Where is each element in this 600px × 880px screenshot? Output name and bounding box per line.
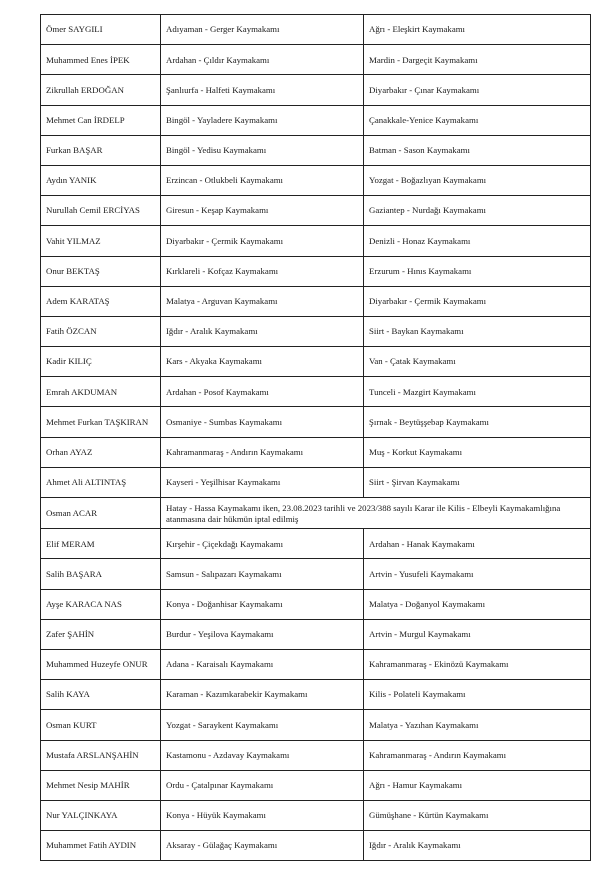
new-post: Şırnak - Beytüşşebap Kaymakamı — [364, 407, 591, 437]
new-post: Artvin - Yusufeli Kaymakamı — [364, 559, 591, 589]
current-post: Osmaniye - Sumbas Kaymakamı — [161, 407, 364, 437]
appointment-table — [40, 14, 591, 861]
official-name: Fatih ÖZCAN — [41, 316, 161, 346]
current-post: Yozgat - Saraykent Kaymakamı — [161, 710, 364, 740]
table-row — [41, 649, 591, 679]
official-name: Mehmet Can İRDELP — [41, 105, 161, 135]
appointment-table-body — [41, 15, 591, 861]
official-name: Ahmet Ali ALTINTAŞ — [41, 467, 161, 497]
official-name: Salih BAŞARA — [41, 559, 161, 589]
current-post: Konya - Doğanhisar Kaymakamı — [161, 589, 364, 619]
new-post: Gümüşhane - Kürtün Kaymakamı — [364, 800, 591, 830]
table-row — [41, 619, 591, 649]
new-post: Ağrı - Eleşkirt Kaymakamı — [364, 15, 591, 45]
current-post: Adana - Karaisalı Kaymakamı — [161, 649, 364, 679]
current-post: Kırşehir - Çiçekdağı Kaymakamı — [161, 529, 364, 559]
official-name: Orhan AYAZ — [41, 437, 161, 467]
current-post: Konya - Hüyük Kaymakamı — [161, 800, 364, 830]
new-post: Denizli - Honaz Kaymakamı — [364, 226, 591, 256]
current-post: Karaman - Kazımkarabekir Kaymakamı — [161, 680, 364, 710]
current-post: Giresun - Keşap Kaymakamı — [161, 196, 364, 226]
new-post: Yozgat - Boğazlıyan Kaymakamı — [364, 165, 591, 195]
official-name: Muhammed Enes İPEK — [41, 45, 161, 75]
table-row — [41, 256, 591, 286]
current-post: Bingöl - Yayladere Kaymakamı — [161, 105, 364, 135]
official-name: Elif MERAM — [41, 529, 161, 559]
new-post: Malatya - Yazıhan Kaymakamı — [364, 710, 591, 740]
current-post: Diyarbakır - Çermik Kaymakamı — [161, 226, 364, 256]
appointment-note: Hatay - Hassa Kaymakamı iken, 23.08.2023 tarihli ve 2023/388 sayılı Karar ile Kilis - Elbeyli Kaymakamlığına atanmasına dair hükmün iptal edilmiş — [161, 498, 591, 529]
table-row — [41, 226, 591, 256]
table-row — [41, 347, 591, 377]
table-row — [41, 165, 591, 195]
current-post: Ordu - Çatalpınar Kaymakamı — [161, 770, 364, 800]
table-row — [41, 498, 591, 529]
official-name: Muhammed Huzeyfe ONUR — [41, 649, 161, 679]
table-row — [41, 800, 591, 830]
current-post: Erzincan - Otlukbeli Kaymakamı — [161, 165, 364, 195]
official-name: Mehmet Nesip MAHİR — [41, 770, 161, 800]
current-post: Burdur - Yeşilova Kaymakamı — [161, 619, 364, 649]
current-post: Bingöl - Yedisu Kaymakamı — [161, 135, 364, 165]
table-row — [41, 437, 591, 467]
official-name: Salih KAYA — [41, 680, 161, 710]
current-post: Kastamonu - Azdavay Kaymakamı — [161, 740, 364, 770]
official-name: Mehmet Furkan TAŞKIRAN — [41, 407, 161, 437]
table-row — [41, 407, 591, 437]
new-post: Gaziantep - Nurdağı Kaymakamı — [364, 196, 591, 226]
new-post: Muş - Korkut Kaymakamı — [364, 437, 591, 467]
current-post: Kars - Akyaka Kaymakamı — [161, 347, 364, 377]
official-name: Ömer SAYGILI — [41, 15, 161, 45]
current-post: Ardahan - Çıldır Kaymakamı — [161, 45, 364, 75]
table-row — [41, 135, 591, 165]
current-post: Aksaray - Gülağaç Kaymakamı — [161, 831, 364, 861]
table-row — [41, 589, 591, 619]
new-post: Diyarbakır - Çınar Kaymakamı — [364, 75, 591, 105]
table-row — [41, 529, 591, 559]
official-name: Zafer ŞAHİN — [41, 619, 161, 649]
current-post: Kayseri - Yeşilhisar Kaymakamı — [161, 467, 364, 497]
official-name: Vahit YILMAZ — [41, 226, 161, 256]
new-post: Artvin - Murgul Kaymakamı — [364, 619, 591, 649]
official-name: Osman ACAR — [41, 498, 161, 529]
new-post: Siirt - Şirvan Kaymakamı — [364, 467, 591, 497]
new-post: Tunceli - Mazgirt Kaymakamı — [364, 377, 591, 407]
official-name: Nur YALÇINKAYA — [41, 800, 161, 830]
new-post: Kilis - Polateli Kaymakamı — [364, 680, 591, 710]
table-row — [41, 377, 591, 407]
new-post: Kahramanmaraş - Ekinözü Kaymakamı — [364, 649, 591, 679]
official-name: Aydın YANIK — [41, 165, 161, 195]
official-name: Emrah AKDUMAN — [41, 377, 161, 407]
table-row — [41, 467, 591, 497]
new-post: Çanakkale-Yenice Kaymakamı — [364, 105, 591, 135]
table-row — [41, 316, 591, 346]
table-row — [41, 831, 591, 861]
official-name: Osman KURT — [41, 710, 161, 740]
table-row — [41, 75, 591, 105]
current-post: Samsun - Salıpazarı Kaymakamı — [161, 559, 364, 589]
table-row — [41, 45, 591, 75]
new-post: Ardahan - Hanak Kaymakamı — [364, 529, 591, 559]
new-post: Van - Çatak Kaymakamı — [364, 347, 591, 377]
official-name: Ayşe KARACA NAS — [41, 589, 161, 619]
official-name: Nurullah Cemil ERCİYAS — [41, 196, 161, 226]
table-row — [41, 196, 591, 226]
current-post: Şanlıurfa - Halfeti Kaymakamı — [161, 75, 364, 105]
official-name: Kadir KILIÇ — [41, 347, 161, 377]
new-post: Batman - Sason Kaymakamı — [364, 135, 591, 165]
table-row — [41, 105, 591, 135]
current-post: Iğdır - Aralık Kaymakamı — [161, 316, 364, 346]
table-row — [41, 15, 591, 45]
new-post: Malatya - Doğanyol Kaymakamı — [364, 589, 591, 619]
current-post: Kırklareli - Kofçaz Kaymakamı — [161, 256, 364, 286]
official-name: Mustafa ARSLANŞAHİN — [41, 740, 161, 770]
official-name: Zikrullah ERDOĞAN — [41, 75, 161, 105]
table-row — [41, 559, 591, 589]
new-post: Diyarbakır - Çermik Kaymakamı — [364, 286, 591, 316]
table-row — [41, 680, 591, 710]
official-name: Onur BEKTAŞ — [41, 256, 161, 286]
official-name: Furkan BAŞAR — [41, 135, 161, 165]
new-post: Erzurum - Hınıs Kaymakamı — [364, 256, 591, 286]
current-post: Malatya - Arguvan Kaymakamı — [161, 286, 364, 316]
official-name: Adem KARATAŞ — [41, 286, 161, 316]
new-post: Ağrı - Hamur Kaymakamı — [364, 770, 591, 800]
current-post: Ardahan - Posof Kaymakamı — [161, 377, 364, 407]
table-row — [41, 770, 591, 800]
new-post: Siirt - Baykan Kaymakamı — [364, 316, 591, 346]
official-name: Muhammet Fatih AYDIN — [41, 831, 161, 861]
table-row — [41, 286, 591, 316]
new-post: Kahramanmaraş - Andırın Kaymakamı — [364, 740, 591, 770]
new-post: Mardin - Dargeçit Kaymakamı — [364, 45, 591, 75]
new-post: Iğdır - Aralık Kaymakamı — [364, 831, 591, 861]
current-post: Adıyaman - Gerger Kaymakamı — [161, 15, 364, 45]
current-post: Kahramanmaraş - Andırın Kaymakamı — [161, 437, 364, 467]
table-row — [41, 740, 591, 770]
table-row — [41, 710, 591, 740]
